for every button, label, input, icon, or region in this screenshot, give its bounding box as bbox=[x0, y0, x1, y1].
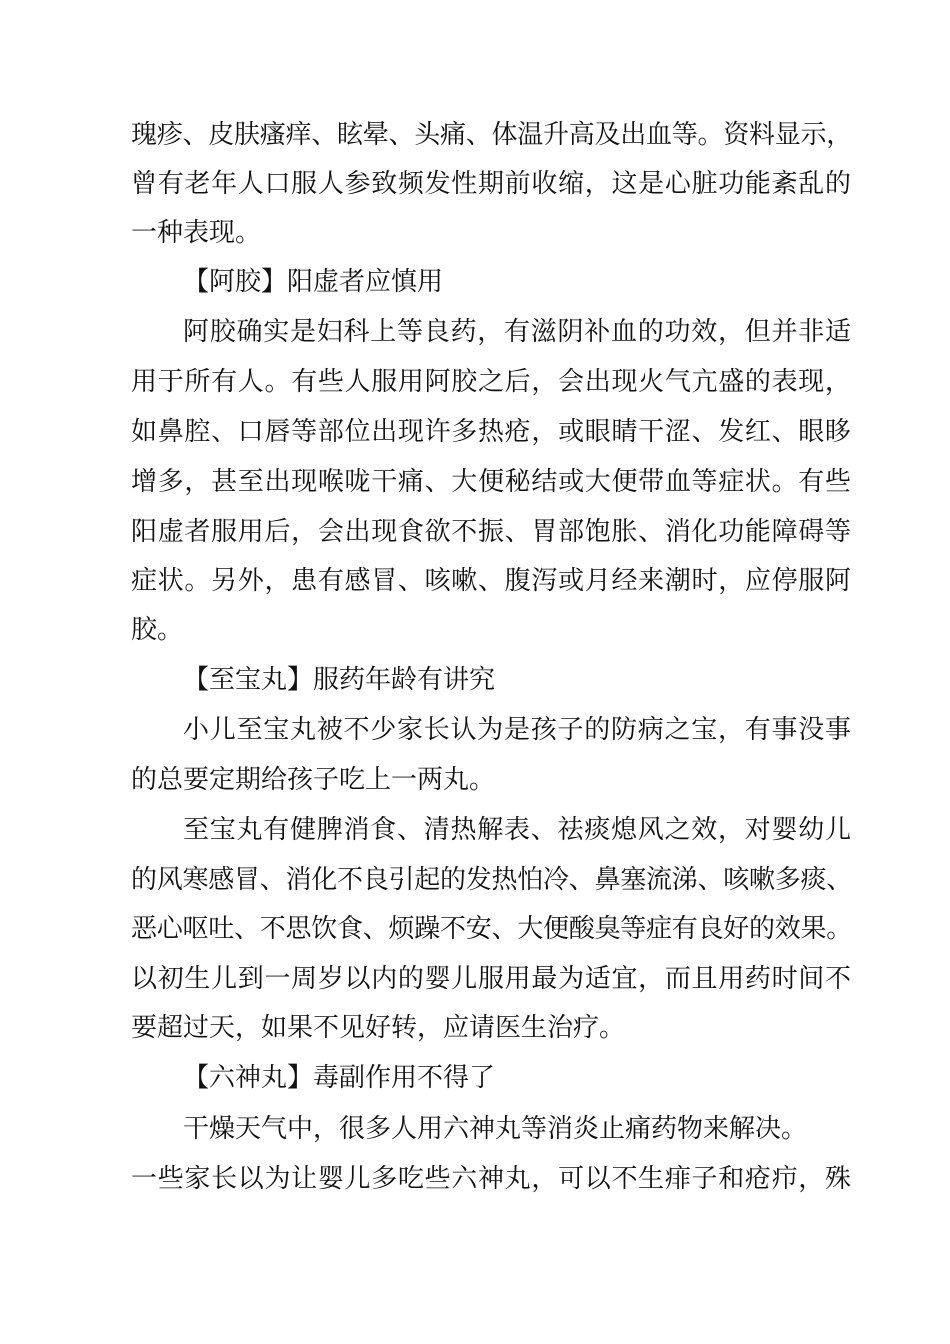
body-text-line: 小儿至宝丸被不少家长认为是孩子的防病之宝，有事没事 bbox=[183, 715, 851, 745]
body-text-line: 增多，甚至出现喉咙干痛、大便秘结或大便带血等症状。有些 bbox=[131, 467, 851, 497]
body-text-line: 瑰疹、皮肤瘙痒、眩晕、头痛、体温升高及出血等。资料显示， bbox=[131, 120, 853, 150]
body-text-line: 胶。 bbox=[131, 615, 184, 645]
section-heading-ejiao: 【阿胶】阳虚者应慎用 bbox=[183, 267, 444, 297]
body-text-line: 至宝丸有健脾消食、清热解表、祛痰熄风之效，对婴幼儿 bbox=[183, 815, 851, 845]
section-heading-zhibaowan: 【至宝丸】服药年龄有讲究 bbox=[183, 665, 496, 695]
section-heading-liushenwan: 【六神丸】毒副作用不得了 bbox=[183, 1063, 496, 1093]
body-text-line: 要超过天，如果不见好转，应请医生治疗。 bbox=[131, 1013, 626, 1043]
body-text-line: 曾有老年人口服人参致频发性期前收缩，这是心脏功能紊乱的 bbox=[131, 169, 851, 199]
body-text-line: 一种表现。 bbox=[131, 218, 262, 248]
body-text-line: 用于所有人。有些人服用阿胶之后，会出现火气亢盛的表现， bbox=[131, 367, 851, 397]
body-text-line: 如鼻腔、口唇等部位出现许多热疮，或眼睛干涩、发红、眼眵 bbox=[131, 417, 851, 447]
body-text-line: 阿胶确实是妇科上等良药，有滋阴补血的功效，但并非适 bbox=[183, 317, 851, 347]
body-text-line: 恶心呕吐、不思饮食、烦躁不安、大便酸臭等症有良好的效果。 bbox=[131, 914, 853, 944]
body-text-line: 阳虚者服用后，会出现食欲不振、胃部饱胀、消化功能障碍等 bbox=[131, 517, 851, 547]
body-text-line: 干燥天气中，很多人用六神丸等消炎止痛药物来解决。 bbox=[183, 1114, 808, 1144]
body-text-line: 的总要定期给孩子吃上一两丸。 bbox=[131, 765, 496, 795]
body-text-line: 症状。另外，患有感冒、咳嗽、腹泻或月经来潮时，应停服阿 bbox=[131, 566, 851, 596]
body-text-line: 一些家长以为让婴儿多吃些六神丸，可以不生痱子和疮疖，殊 bbox=[131, 1164, 851, 1194]
body-text-line: 的风寒感冒、消化不良引起的发热怕冷、鼻塞流涕、咳嗽多痰、 bbox=[131, 865, 853, 895]
body-text-line: 以初生儿到一周岁以内的婴儿服用最为适宜，而且用药时间不 bbox=[131, 964, 851, 994]
